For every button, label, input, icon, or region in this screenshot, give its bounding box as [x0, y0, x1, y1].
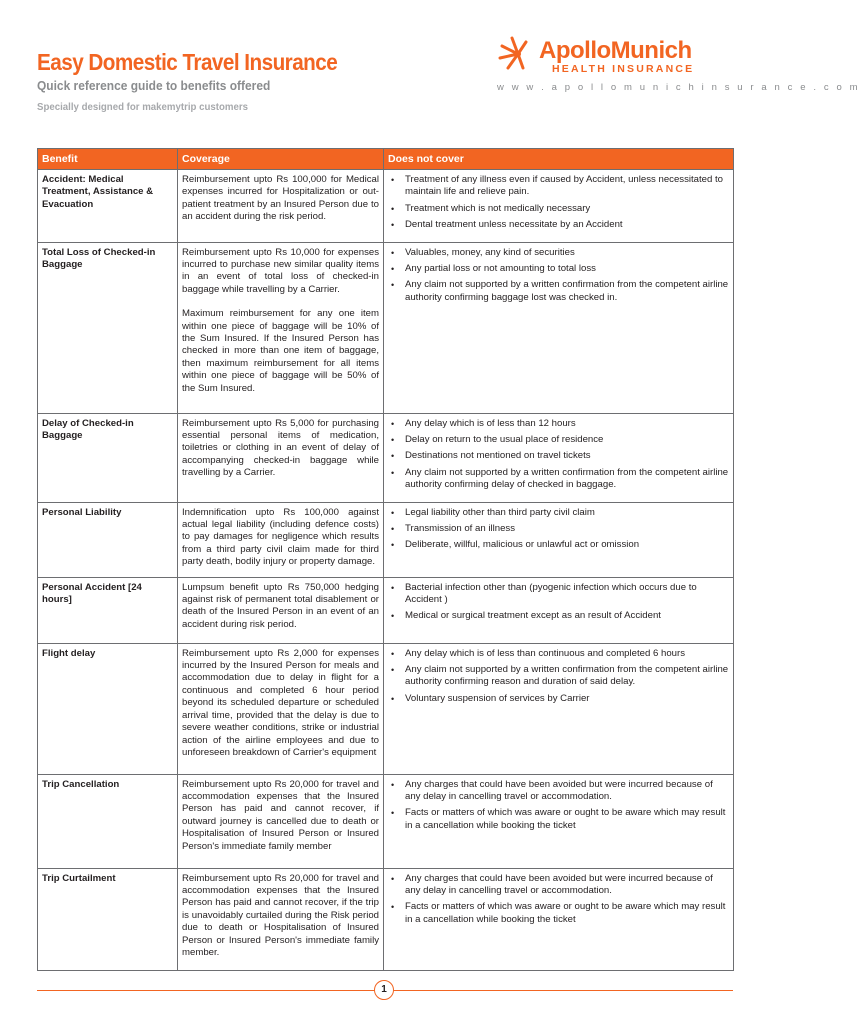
coverage-text: Reimbursement upto Rs 100,000 for Medical expenses incurred for Hospitalization or out-patient treatment by an Insured Person due to an accident during the risk period.	[182, 174, 379, 223]
exclusions-list	[388, 507, 729, 552]
table-row	[38, 774, 734, 868]
header-coverage: Coverage	[178, 149, 384, 170]
sunburst-logo-icon	[496, 32, 540, 72]
exclusions-list	[388, 418, 729, 492]
exclusions-list	[388, 779, 729, 833]
benefit-cell: Trip Cancellation	[38, 774, 178, 868]
exclusions-list	[388, 247, 729, 305]
benefit-cell: Total Loss of Checked-in Baggage	[38, 242, 178, 413]
table-row	[38, 242, 734, 413]
exclusions-list	[388, 174, 729, 232]
exclusion-item: • Bacterial infection other than (pyogenic infection which occurs due to Accident )	[388, 582, 729, 607]
coverage-text: Reimbursement upto Rs 10,000 for expenses incurred to purchase new similar quality items in an event of total loss of checked-in baggage while travelling by a Carrier.	[182, 246, 379, 295]
coverage-text: Reimbursement upto Rs 20,000 for travel and accommodation expenses that the Insured Person has paid and cannot recover, if outward journey is cancelled due to death or Hospitalisation of Insured Person or Insured Person's immediate family member	[182, 778, 379, 852]
coverage-text: Indemnification upto Rs 100,000 against actual legal liability (including defence costs) to pay damages for negligence which results from a third party civil claim made for third party death, bodily injury or property damage.	[182, 506, 379, 568]
logo-wordmark: ApolloMunich	[539, 37, 692, 64]
table-row	[38, 413, 734, 502]
coverage-cell	[178, 502, 384, 577]
logo-subtitle: HEALTH INSURANCE	[552, 63, 695, 75]
exclusion-item: • Any claim not supported by a written confirmation from the competent airline authority confirming delay of checked in baggage.	[388, 467, 729, 492]
exclusion-item: • Delay on return to the usual place of residence	[388, 434, 729, 446]
exclusion-item: • Medical or surgical treatment except as an result of Accident	[388, 610, 729, 622]
exclusions-cell	[384, 242, 734, 413]
exclusion-item: • Any claim not supported by a written confirmation from the competent airline authority confirming reason and duration of said delay.	[388, 664, 729, 689]
page-title: Easy Domestic Travel Insurance	[37, 49, 338, 75]
exclusions-cell	[384, 170, 734, 243]
exclusion-item: • Any partial loss or not amounting to total loss	[388, 263, 729, 275]
exclusion-item: • Deliberate, willful, malicious or unlawful act or omission	[388, 539, 729, 551]
table-row	[38, 643, 734, 774]
coverage-cell	[178, 242, 384, 413]
exclusions-cell	[384, 577, 734, 643]
exclusion-item: • Treatment of any illness even if caused by Accident, unless necessitated to maintain life and relieve pain.	[388, 174, 729, 199]
exclusion-item: • Any claim not supported by a written confirmation from the competent airline authority confirming baggage lost was checked in.	[388, 279, 729, 304]
exclusions-cell	[384, 643, 734, 774]
table-header-row	[38, 149, 734, 170]
exclusion-item: • Facts or matters of which was aware or ought to be aware which may result in a cancellation while booking the ticket	[388, 807, 729, 832]
benefit-cell: Accident: Medical Treatment, Assistance & Evacuation	[38, 170, 178, 243]
exclusions-cell	[384, 868, 734, 970]
coverage-cell	[178, 774, 384, 868]
exclusion-item: • Destinations not mentioned on travel tickets	[388, 450, 729, 462]
website-url[interactable]: w w w . a p o l l o m u n i c h i n s u r a n c e . c o m	[497, 82, 860, 93]
exclusion-item: • Valuables, money, any kind of securities	[388, 247, 729, 259]
exclusions-list	[388, 873, 729, 927]
table-row	[38, 502, 734, 577]
exclusions-list	[388, 582, 729, 623]
benefit-cell: Delay of Checked-in Baggage	[38, 413, 178, 502]
page-subtitle: Quick reference guide to benefits offered	[37, 78, 271, 93]
table-body	[38, 170, 734, 971]
header-benefit: Benefit	[38, 149, 178, 170]
benefit-cell: Flight delay	[38, 643, 178, 774]
exclusion-item: • Treatment which is not medically necessary	[388, 203, 729, 215]
coverage-cell	[178, 577, 384, 643]
exclusions-list	[388, 648, 729, 706]
exclusion-item: • Transmission of an illness	[388, 523, 729, 535]
exclusion-item: • Voluntary suspension of services by Carrier	[388, 693, 729, 705]
page-number: 1	[374, 980, 394, 1000]
apollo-munich-logo	[493, 30, 860, 100]
coverage-cell	[178, 868, 384, 970]
coverage-cell	[178, 413, 384, 502]
coverage-cell	[178, 643, 384, 774]
exclusions-cell	[384, 413, 734, 502]
exclusion-item: • Any delay which is of less than 12 hours	[388, 418, 729, 430]
exclusion-item: • Legal liability other than third party civil claim	[388, 507, 729, 519]
coverage-text: Maximum reimbursement for any one item within one piece of baggage will be 10% of the Sum Insured. If the Insured Person has checked in more than one item of baggage, then maximum reimbursement for all items within one piece of baggage will be 50% of the Sum Insured.	[182, 308, 379, 394]
table-row	[38, 577, 734, 643]
coverage-text: Reimbursement upto Rs 5,000 for purchasing essential personal items of medication, toiletries or clothing in an event of delay of accompanying checked-in baggage while travelling by a Carrier.	[182, 417, 379, 479]
exclusions-cell	[384, 502, 734, 577]
benefits-table	[37, 148, 734, 971]
exclusion-item: • Facts or matters of which was aware or ought to be aware which may result in a cancellation while booking the ticket	[388, 901, 729, 926]
page-tagline: Specially designed for makemytrip customers	[37, 101, 248, 113]
exclusion-item: • Dental treatment unless necessitate by an Accident	[388, 219, 729, 231]
header-does-not-cover: Does not cover	[384, 149, 734, 170]
exclusion-item: • Any charges that could have been avoided but were incurred because of any delay in cancelling travel or accommodation.	[388, 873, 729, 898]
table-row	[38, 868, 734, 970]
coverage-cell	[178, 170, 384, 243]
coverage-text: Reimbursement upto Rs 20,000 for travel and accommodation expenses that the Insured Person has paid and cannot recover, if the trip is unavoidably curtailed during the Risk period due to death or Hospitalisation of Insured Person or Insured Person's immediate family member.	[182, 872, 379, 959]
benefit-cell: Personal Accident [24 hours]	[38, 577, 178, 643]
exclusion-item: • Any delay which is of less than continuous and completed 6 hours	[388, 648, 729, 660]
coverage-text: Reimbursement upto Rs 2,000 for expenses incurred by the Insured Person for meals and accommodation due to delay in flight for a continuous and completed 6 hour period beyond its scheduled departure or scheduled arrival time, provided that the delay is due to severe weather conditions, strike or industrial action of the airline employees and due to unforeseen breakdown of Carrier's equipment	[182, 647, 379, 758]
exclusions-cell	[384, 774, 734, 868]
table-row	[38, 170, 734, 243]
coverage-text: Lumpsum benefit upto Rs 750,000 hedging against risk of permanent total disablement or death of the Insured Person in an event of an accident during risk period.	[182, 581, 379, 630]
exclusion-item: • Any charges that could have been avoided but were incurred because of any delay in cancelling travel or accommodation.	[388, 779, 729, 804]
benefit-cell: Trip Curtailment	[38, 868, 178, 970]
benefit-cell: Personal Liability	[38, 502, 178, 577]
